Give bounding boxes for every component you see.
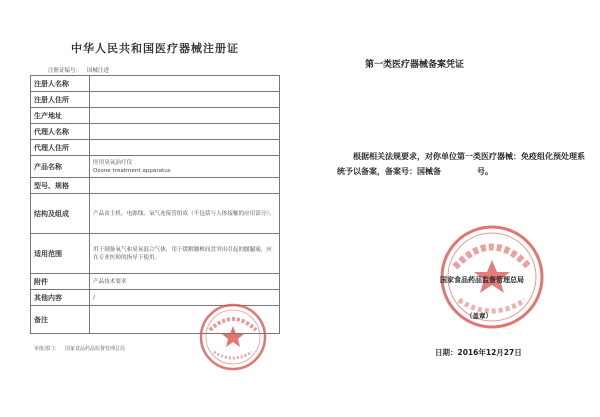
- body-line: [337, 164, 577, 179]
- filing-certificate-body: [337, 149, 585, 179]
- issue-date-value: 2016年12月27日: [457, 348, 522, 357]
- table-row: [31, 140, 280, 156]
- approval-department-label: 审批部门：: [34, 346, 60, 352]
- row-value: 产品由主机、电源线、氧气连接管组成（不包括与人体接触的应用部分）。: [90, 194, 280, 234]
- row-label: 产品名称: [31, 156, 90, 178]
- row-value: 医用臭氧治疗仪 Ozone treatment apparatus: [90, 156, 280, 178]
- issuing-authority: 国家食品药品监督管理总局: [440, 276, 524, 284]
- body-line: 根据相关法规要求，对你单位第一类医疗器械：免疫组化预处理系: [353, 152, 585, 161]
- row-value: [90, 124, 280, 140]
- row-label: 备注: [31, 306, 90, 334]
- certificate-number-value: 国械注进: [87, 68, 110, 74]
- row-label: 代理人住所: [31, 140, 90, 156]
- seal-label: （盖章）: [466, 312, 492, 320]
- official-seal-icon: [198, 302, 268, 372]
- table-row: [31, 124, 280, 140]
- certificate-number: [48, 66, 115, 74]
- approval-department: [34, 345, 131, 352]
- row-label: 代理人名称: [31, 124, 90, 140]
- filing-certificate-title: 第一类医疗器械备案凭证: [365, 60, 465, 70]
- table-row: [31, 108, 280, 124]
- row-label: 附件: [31, 274, 90, 290]
- row-value: [90, 76, 280, 92]
- row-value: [90, 140, 280, 156]
- approval-department-value: 国家食品药品监督管理总局: [65, 346, 126, 352]
- table-row: [31, 274, 280, 290]
- row-label: 生产地址: [31, 108, 90, 124]
- certificate-number-label: 注册证编号：: [48, 68, 82, 74]
- table-row: [31, 156, 280, 178]
- row-label: 结构及组成: [31, 194, 90, 234]
- table-row: [31, 194, 280, 234]
- row-label: 其他内容: [31, 290, 90, 306]
- row-value: /: [90, 290, 280, 306]
- row-value: [90, 178, 280, 194]
- row-label: 注册人住所: [31, 92, 90, 108]
- registration-certificate-title: 中华人民共和国医疗器械注册证: [71, 42, 239, 55]
- table-row: [31, 178, 280, 194]
- filing-number-text: 统予以备案，备案号：国械备: [337, 167, 441, 176]
- row-value: [90, 108, 280, 124]
- registration-table: [30, 75, 280, 334]
- row-value: 产品技术要求: [90, 274, 280, 290]
- row-label: 适用范围: [31, 234, 90, 274]
- table-row: [31, 92, 280, 108]
- row-value: 用于制备氧气和臭氧混合气体，用于缓解腰椎间盘突出引起的腰腿痛，应在专业医师的指导下使用。: [90, 234, 280, 274]
- table-row: [31, 76, 280, 92]
- issue-date-label: 日期：: [435, 348, 458, 357]
- issue-date: [435, 347, 522, 358]
- table-row: [31, 234, 280, 274]
- row-label: 型号、规格: [31, 178, 90, 194]
- row-value: [90, 92, 280, 108]
- row-label: 注册人名称: [31, 76, 90, 92]
- filing-number-suffix: 号。: [477, 167, 493, 176]
